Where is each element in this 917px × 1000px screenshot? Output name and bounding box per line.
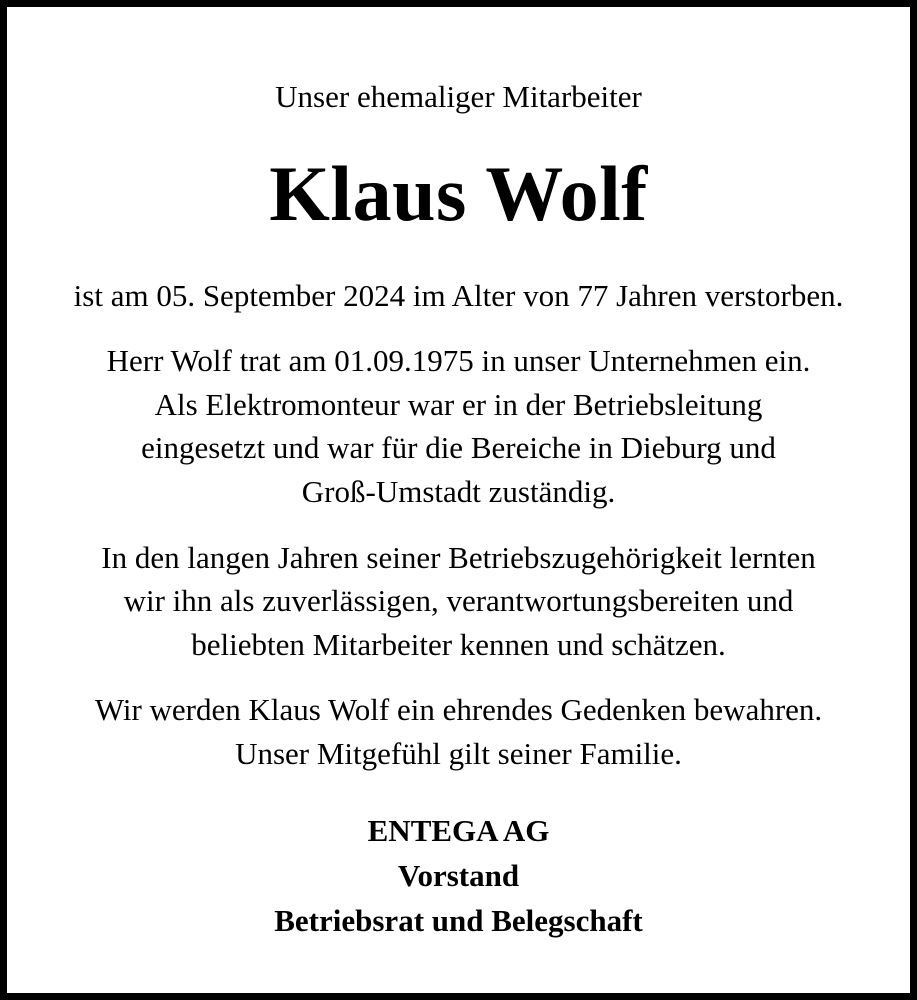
paragraph-2-line-3: beliebten Mitarbeiter kennen und schätzen. [191,627,726,662]
deceased-name: Klaus Wolf [269,150,648,237]
paragraph-3-line-1: Wir werden Klaus Wolf ein ehrendes Gedenken bewahren. [94,692,823,727]
paragraph-1-line-3: eingesetzt und war für die Bereiche in Dieburg und [141,430,776,465]
paragraph-2-line-1: In den langen Jahren seiner Betriebszugehörigkeit lernten [101,540,816,575]
paragraph-1-line-1: Herr Wolf trat am 01.09.1975 in unser Unternehmen ein. [106,343,811,378]
paragraph-1-line-2: Als Elektromonteur war er in der Betriebsleitung [154,387,763,422]
intro-line: Unser ehemaliger Mitarbeiter [275,79,642,114]
paragraph-1-line-4: Groß-Umstadt zuständig. [301,474,616,509]
signature-company: ENTEGA AG [367,813,550,848]
signature-staff: Betriebsrat und Belegschaft [274,903,643,938]
paragraph-3-line-2: Unser Mitgefühl gilt seiner Familie. [235,736,682,771]
death-announcement: ist am 05. September 2024 im Alter von 77 Jahren verstorben. [73,278,844,313]
paragraph-2-line-2: wir ihn als zuverlässigen, verantwortungsbereiten und [123,583,794,618]
signature-board: Vorstand [397,858,520,893]
